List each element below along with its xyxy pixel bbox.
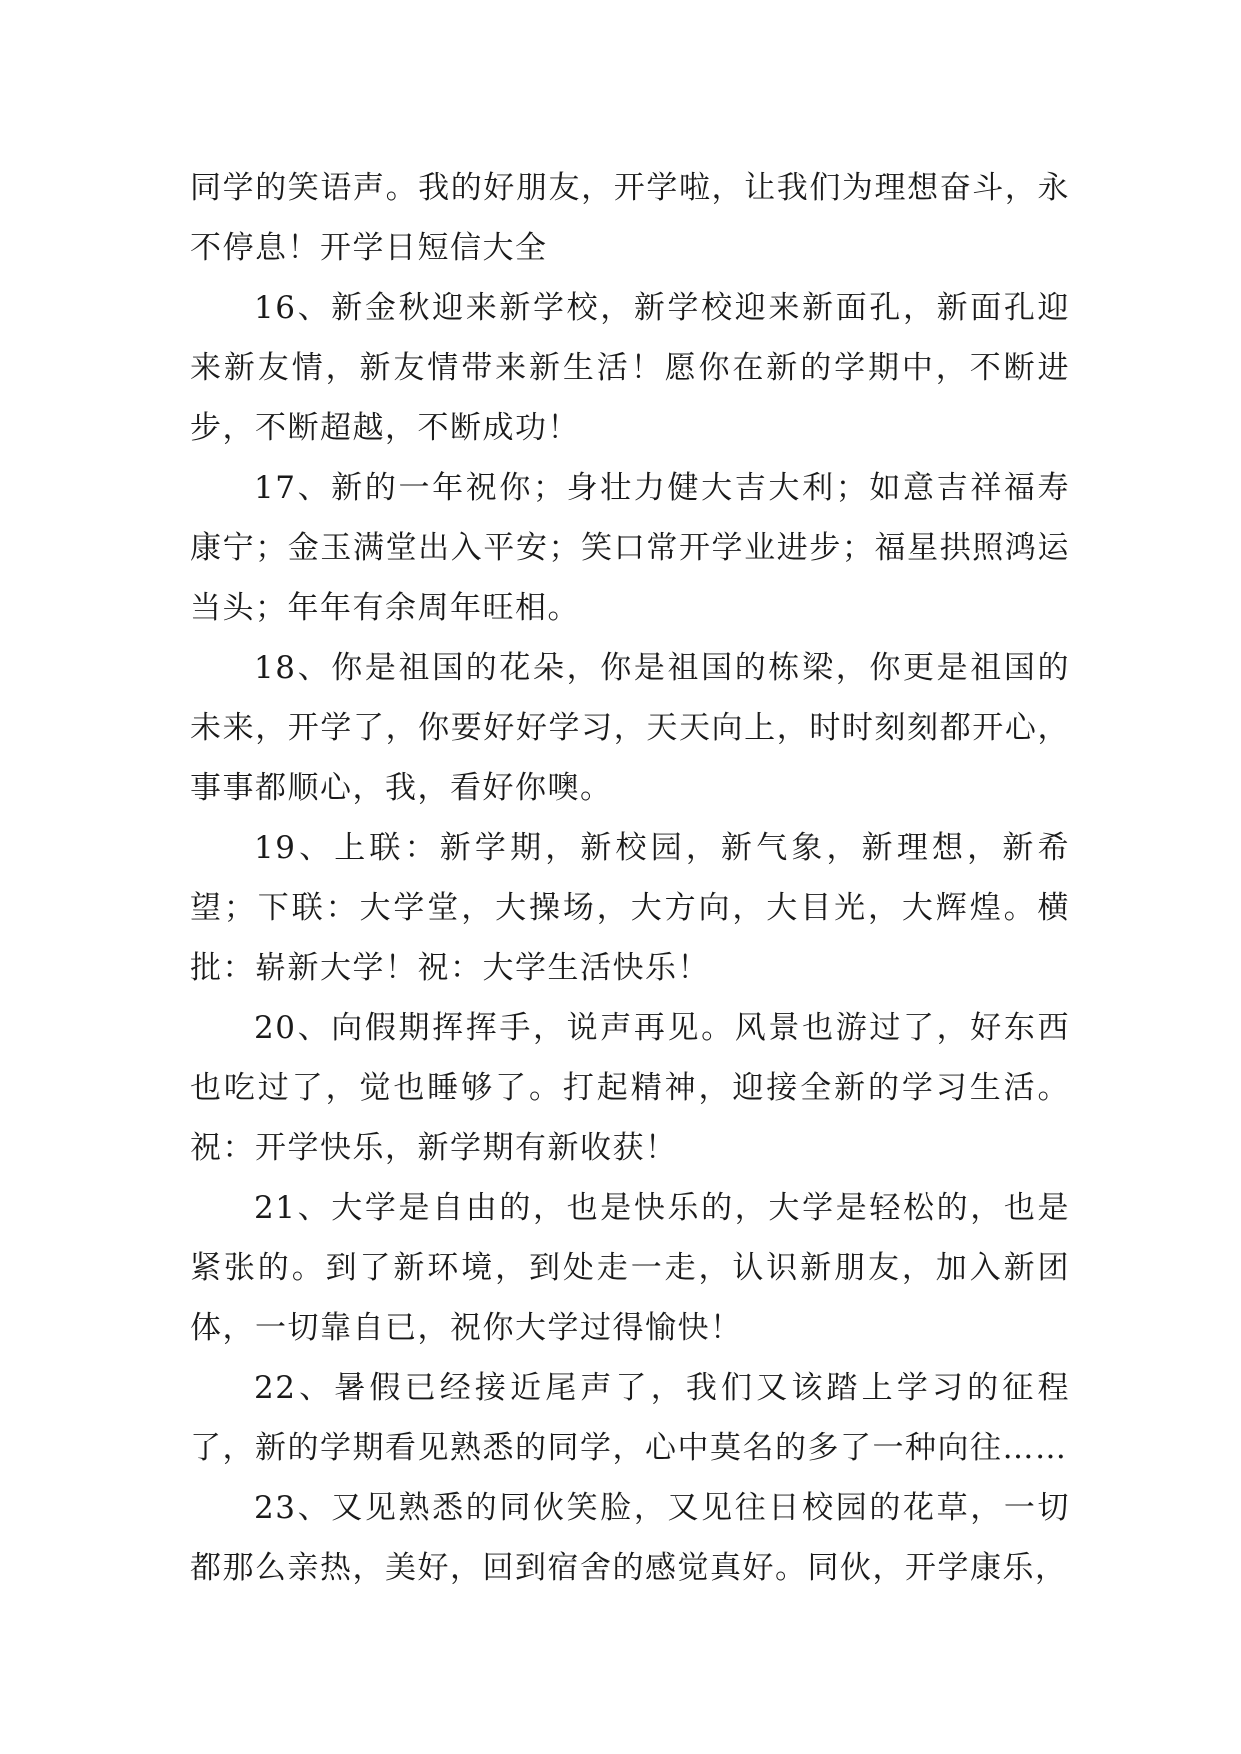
document-body — [190, 158, 1070, 1598]
paragraph-21: 21、大学是自由的，也是快乐的，大学是轻松的，也是紧张的。到了新环境，到处走一走，认识新朋友，加入新团体，一切靠自已，祝你大学过得愉快！ — [190, 1190, 1070, 1346]
paragraph-23: 23、又见熟悉的同伙笑脸，又见往日校园的花草，一切都那么亲热，美好，回到宿舍的感觉真好。同伙，开学康乐， — [190, 1490, 1070, 1586]
paragraph-16: 16、新金秋迎来新学校，新学校迎来新面孔，新面孔迎来新友情，新友情带来新生活！愿你在新的学期中，不断进步，不断超越，不断成功！ — [190, 290, 1070, 446]
paragraph-22: 22、暑假已经接近尾声了，我们又该踏上学习的征程了，新的学期看见熟悉的同学，心中莫名的多了一种向往…… — [190, 1370, 1070, 1466]
paragraph-17: 17、新的一年祝你；身壮力健大吉大利；如意吉祥福寿康宁；金玉满堂出入平安；笑口常开学业进步；福星拱照鸿运当头；年年有余周年旺相。 — [190, 470, 1070, 626]
paragraph-19: 19、上联：新学期，新校园，新气象，新理想，新希望；下联：大学堂，大操场，大方向，大目光，大辉煌。横批：崭新大学！祝：大学生活快乐！ — [190, 830, 1070, 986]
paragraph-20: 20、向假期挥挥手，说声再见。风景也游过了，好东西也吃过了，觉也睡够了。打起精神，迎接全新的学习生活。祝：开学快乐，新学期有新收获！ — [190, 1010, 1070, 1166]
paragraph-continuation: 同学的笑语声。我的好朋友，开学啦，让我们为理想奋斗，永不停息！开学日短信大全 — [190, 170, 1070, 266]
paragraph-18: 18、你是祖国的花朵，你是祖国的栋梁，你更是祖国的未来，开学了，你要好好学习，天天向上，时时刻刻都开心，事事都顺心，我，看好你噢。 — [190, 650, 1070, 806]
